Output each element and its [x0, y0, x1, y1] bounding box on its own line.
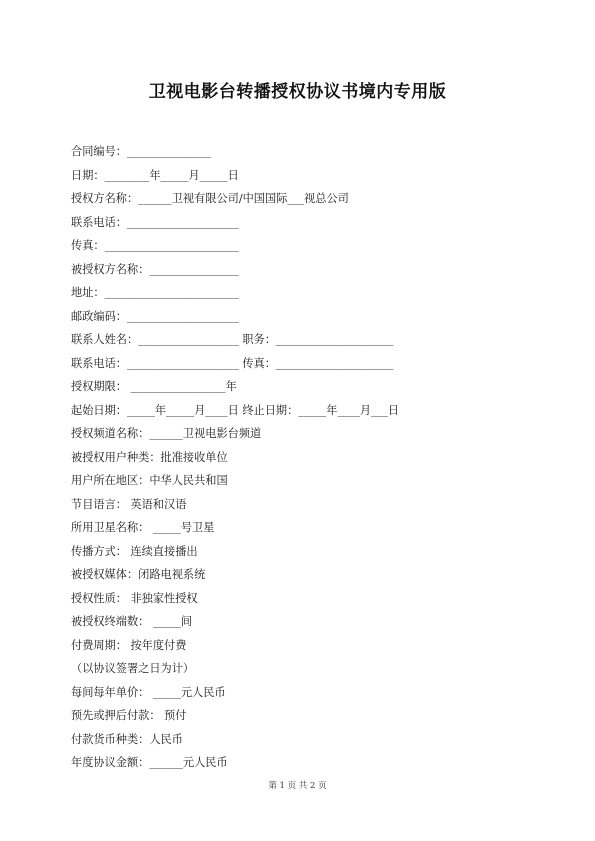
grantor-name-line: 授权方名称：______卫视有限公司/中国国际___视总公司	[71, 192, 349, 205]
grantor-fax-line: 传真：________________________	[71, 239, 239, 252]
payment-cycle-line: 付费周期： 按年度付费	[71, 638, 187, 652]
program-language-line: 节目语言： 英语和汉语	[71, 497, 187, 511]
term-line: 授权期限： _________________年	[71, 380, 237, 393]
terminal-count-line: 被授权终端数： _____间	[71, 615, 193, 628]
annual-amount-line: 年度协议金额：______元人民币	[71, 756, 228, 769]
payment-cycle-note-line: （以协议签署之日为计）	[71, 662, 195, 675]
date-line: 日期：________年_____月_____日	[71, 168, 239, 182]
start-end-date-line: 起始日期：_____年_____月____日 终止日期：_____年____月___日	[71, 403, 399, 417]
prepay-line: 预先或押后付款： 预付	[71, 709, 187, 722]
channel-name-line: 授权频道名称：______卫视电影台频道	[71, 427, 262, 440]
grantor-phone-line: 联系电话：____________________	[71, 215, 239, 229]
broadcast-method-line: 传播方式： 连续直接播出	[71, 544, 198, 558]
contract-number-line: 合同编号：_______________	[71, 145, 211, 158]
licensed-media-line: 被授权媒体：闭路电视系统	[71, 568, 206, 581]
document-title: 卫视电影台转播授权协议书境内专用版	[148, 82, 447, 102]
contact-phone-fax-line: 联系电话：____________________ 传真：_____________________	[71, 356, 394, 370]
license-nature-line: 授权性质： 非独家性授权	[71, 591, 198, 605]
contact-name-title-line: 联系人姓名：__________________ 职务：_____________________	[71, 333, 394, 346]
address-line: 地址：________________________	[71, 286, 239, 299]
currency-line: 付款货币种类：人民币	[71, 732, 183, 746]
unit-price-line: 每间每年单价： _____元人民币	[71, 685, 226, 699]
document-body	[71, 140, 541, 775]
postal-code-line: 邮政编码：____________________	[71, 309, 239, 323]
page-footer: 第 1 页 共 2 页	[268, 781, 327, 791]
user-type-line: 被授权用户种类：批准接收单位	[71, 450, 228, 464]
grantee-name-line: 被授权方名称：________________	[71, 262, 239, 276]
satellite-name-line: 所用卫星名称： _____号卫星	[71, 521, 215, 534]
user-region-line: 用户所在地区：中华人民共和国	[71, 474, 228, 487]
